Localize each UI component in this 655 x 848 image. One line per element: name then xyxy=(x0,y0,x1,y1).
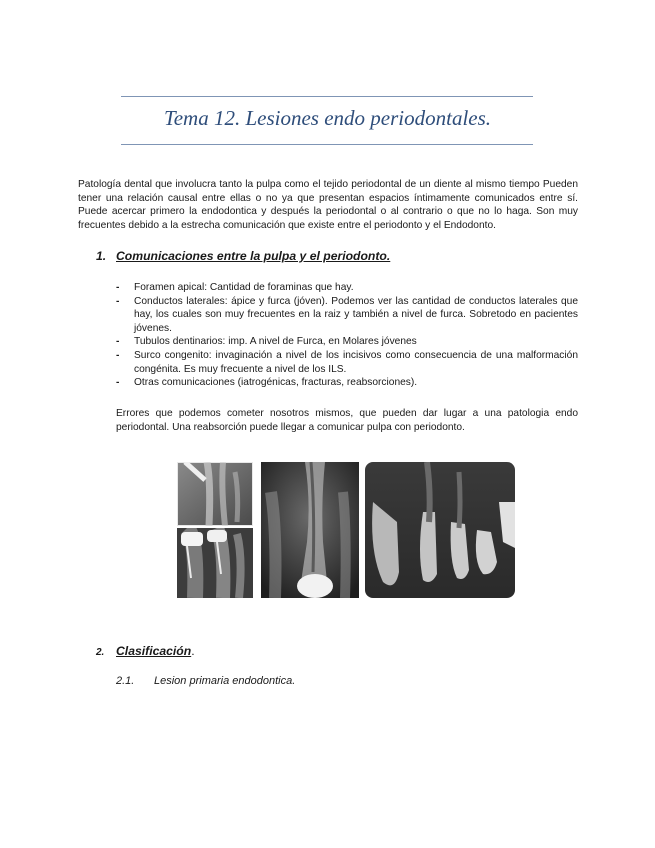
list-item: - Otras comunicaciones (iatrogénicas, fracturas, reabsorciones). xyxy=(116,377,418,389)
title-rule-bottom xyxy=(121,144,533,145)
xray-figure xyxy=(177,462,515,598)
section-1-heading xyxy=(96,249,390,263)
errors-paragraph: Errores que podemos cometer nosotros mismos, que pueden dar lugar a una patologia endo periodontal. Una reabsorción puede llegar a comunicar pulpa con periodonto. xyxy=(116,408,578,433)
intro-paragraph: Patología dental que involucra tanto la pulpa como el tejido periodontal de un diente al mismo tiempo Pueden tener una relación causal entre ellas o no ya que presentan espacios íntimamente comunicados entre sí. Puede acercar primero la endodontica y después la periodontal o al contrario o que no lo haga. Son muy frecuentes debido a la estrecha comunicación que existe entre el periodonto y el Endodonto. xyxy=(78,179,578,231)
section-2-number: 2. xyxy=(96,647,105,658)
xray-image-middle xyxy=(261,462,359,598)
xray-image-top-left xyxy=(177,462,253,526)
title-rule-top xyxy=(121,96,533,97)
subsection-2-1-title: Lesion primaria endodontica. xyxy=(154,675,296,687)
communications-list xyxy=(116,281,578,390)
xray-image-bottom-left xyxy=(177,528,253,598)
section-2-title-period: . xyxy=(191,644,195,658)
section-2-title: Clasificación xyxy=(116,644,192,658)
subsection-2-1-number: 2.1. xyxy=(116,675,135,687)
page-title: Tema 12. Lesiones endo periodontales. xyxy=(163,106,492,130)
section-2-heading xyxy=(96,644,195,658)
xray-image-right xyxy=(365,462,515,598)
list-item: - Foramen apical: Cantidad de foraminas que hay. xyxy=(116,282,354,293)
subsection-2-1 xyxy=(116,675,295,687)
list-item: - Conductos laterales: ápice y furca (jóven). Podemos ver las cantidad de conductos laterales que hay, los cuales son muy frecuentes en la raiz y también a nivel de furca. Sobretodo en pacientes jóvenes. xyxy=(116,295,578,334)
list-item: - Tubulos dentinarios: imp. A nivel de Furca, en Molares jóvenes xyxy=(116,336,417,348)
section-1-number: 1. xyxy=(96,249,107,263)
section-1-title: Comunicaciones entre la pulpa y el periodonto. xyxy=(116,249,391,263)
list-item: - Surco congenito: invaginación a nivel de los incisivos como consecuencia de una malformación congénita. Es muy frecuente a nivel de los ILS. xyxy=(116,349,578,375)
